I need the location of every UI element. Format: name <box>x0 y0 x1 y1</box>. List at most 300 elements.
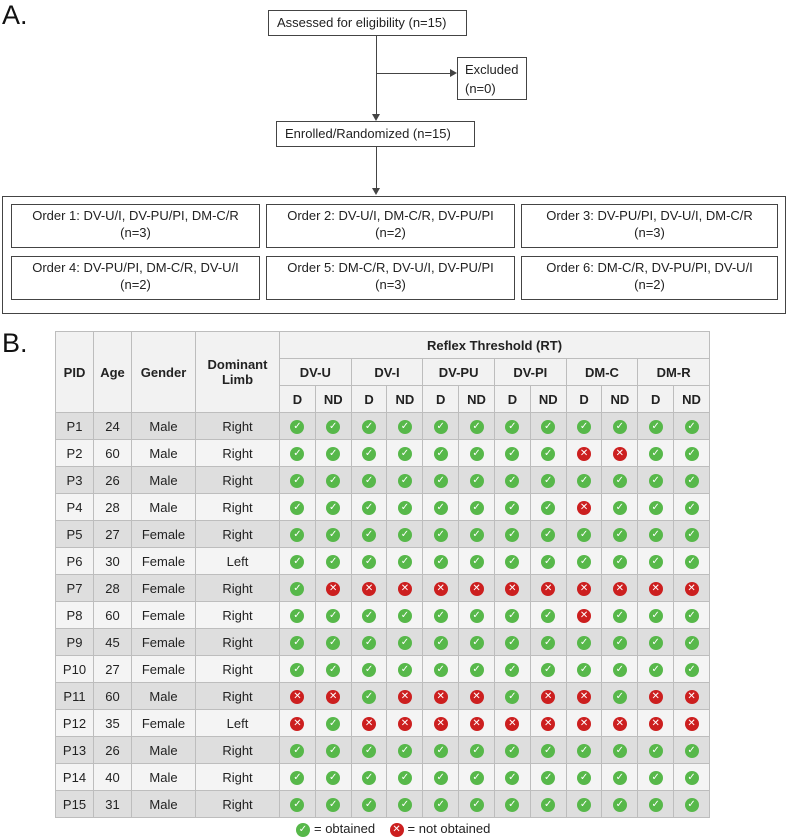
header-group-dv-u: DV-U <box>280 359 352 386</box>
cell-rt <box>351 629 387 656</box>
check-circle-icon: ✓ <box>577 636 591 650</box>
cell-rt <box>494 413 530 440</box>
cell-rt <box>638 602 674 629</box>
check-circle-icon: ✓ <box>434 771 448 785</box>
cell-gender: Male <box>132 440 196 467</box>
cell-rt <box>423 683 459 710</box>
check-circle-icon: ✓ <box>362 744 376 758</box>
header-group-dm-r: DM-R <box>638 359 710 386</box>
cell-rt <box>423 521 459 548</box>
cell-rt <box>280 737 316 764</box>
order-box-6 <box>521 256 778 300</box>
x-circle-icon: ✕ <box>470 582 484 596</box>
check-circle-icon: ✓ <box>613 798 627 812</box>
cell-rt <box>387 440 423 467</box>
cell-limb: Right <box>196 656 280 683</box>
check-circle-icon: ✓ <box>398 528 412 542</box>
cell-rt <box>638 710 674 737</box>
cell-rt <box>530 548 566 575</box>
check-circle-icon: ✓ <box>326 717 340 731</box>
check-circle-icon: ✓ <box>290 420 304 434</box>
x-circle-icon: ✕ <box>649 582 663 596</box>
cell-rt <box>638 575 674 602</box>
cell-rt <box>351 494 387 521</box>
cell-rt <box>494 602 530 629</box>
cell-pid: P7 <box>56 575 94 602</box>
cell-rt <box>315 710 351 737</box>
check-circle-icon: ✓ <box>290 528 304 542</box>
cell-rt <box>280 683 316 710</box>
cell-rt <box>494 548 530 575</box>
check-circle-icon: ✓ <box>685 447 699 461</box>
order-1-count: (n=3) <box>120 225 151 240</box>
header-sub-dm-c-d: D <box>566 386 602 413</box>
cell-rt <box>494 440 530 467</box>
cell-gender: Female <box>132 575 196 602</box>
cell-rt <box>387 710 423 737</box>
cell-gender: Male <box>132 737 196 764</box>
check-circle-icon: ✓ <box>326 663 340 677</box>
check-circle-icon: ✓ <box>362 555 376 569</box>
cell-rt <box>602 521 638 548</box>
check-circle-icon: ✓ <box>362 501 376 515</box>
header-group-dv-i: DV-I <box>351 359 423 386</box>
check-circle-icon: ✓ <box>398 798 412 812</box>
check-circle-icon: ✓ <box>326 609 340 623</box>
cell-rt <box>459 548 495 575</box>
check-circle-icon: ✓ <box>685 636 699 650</box>
check-circle-icon: ✓ <box>541 771 555 785</box>
check-circle-icon: ✓ <box>470 636 484 650</box>
cell-rt <box>387 548 423 575</box>
cell-rt <box>280 521 316 548</box>
x-circle-icon: ✕ <box>290 717 304 731</box>
cell-rt <box>494 791 530 818</box>
x-circle-icon: ✕ <box>434 582 448 596</box>
legend <box>296 821 490 837</box>
check-circle-icon: ✓ <box>577 771 591 785</box>
cell-rt <box>530 791 566 818</box>
cell-rt <box>602 764 638 791</box>
cell-rt <box>387 791 423 818</box>
cell-gender: Female <box>132 710 196 737</box>
cell-rt <box>566 494 602 521</box>
cell-limb: Right <box>196 602 280 629</box>
check-circle-icon: ✓ <box>398 555 412 569</box>
cell-rt <box>459 710 495 737</box>
cell-rt <box>674 548 710 575</box>
cell-pid: P4 <box>56 494 94 521</box>
cell-age: 28 <box>94 494 132 521</box>
cell-rt <box>351 413 387 440</box>
x-circle-icon: ✕ <box>326 582 340 596</box>
cell-rt <box>566 467 602 494</box>
check-circle-icon: ✓ <box>362 474 376 488</box>
check-circle-icon: ✓ <box>434 663 448 677</box>
cell-rt <box>602 440 638 467</box>
check-circle-icon: ✓ <box>685 663 699 677</box>
header-reflex-threshold: Reflex Threshold (RT) <box>280 332 710 359</box>
cell-rt <box>387 521 423 548</box>
header-gender: Gender <box>132 332 196 413</box>
cell-rt <box>638 521 674 548</box>
excluded-box <box>457 57 527 100</box>
cell-limb: Right <box>196 440 280 467</box>
check-circle-icon: ✓ <box>685 744 699 758</box>
cell-gender: Female <box>132 656 196 683</box>
cell-rt <box>459 413 495 440</box>
check-circle-icon: ✓ <box>362 663 376 677</box>
header-sub-dv-pu-nd: ND <box>459 386 495 413</box>
cell-pid: P12 <box>56 710 94 737</box>
cell-rt <box>566 629 602 656</box>
check-circle-icon: ✓ <box>613 501 627 515</box>
cell-rt <box>494 656 530 683</box>
x-circle-icon: ✕ <box>505 717 519 731</box>
check-circle-icon: ✓ <box>577 420 591 434</box>
check-circle-icon: ✓ <box>362 528 376 542</box>
check-circle-icon: ✓ <box>505 663 519 677</box>
cell-rt <box>530 737 566 764</box>
check-circle-icon: ✓ <box>685 420 699 434</box>
check-circle-icon: ✓ <box>505 528 519 542</box>
cell-rt <box>423 467 459 494</box>
check-circle-icon: ✓ <box>362 798 376 812</box>
cell-rt <box>315 683 351 710</box>
header-sub-dv-u-nd: ND <box>315 386 351 413</box>
cell-rt <box>674 683 710 710</box>
check-circle-icon: ✓ <box>470 609 484 623</box>
cell-rt <box>280 548 316 575</box>
header-sub-dv-pi-nd: ND <box>530 386 566 413</box>
order-6-label: Order 6: DM-C/R, DV-PU/PI, DV-U/I <box>546 260 753 275</box>
cell-rt <box>530 413 566 440</box>
cell-rt <box>423 548 459 575</box>
cell-rt <box>674 440 710 467</box>
header-pid: PID <box>56 332 94 413</box>
check-circle-icon: ✓ <box>649 771 663 785</box>
cell-rt <box>638 764 674 791</box>
cell-rt <box>459 521 495 548</box>
check-circle-icon: ✓ <box>470 501 484 515</box>
cell-rt <box>602 575 638 602</box>
check-circle-icon: ✓ <box>290 474 304 488</box>
panel-b-label: B. <box>2 328 28 358</box>
cell-gender: Female <box>132 521 196 548</box>
check-circle-icon: ✓ <box>290 555 304 569</box>
cell-age: 40 <box>94 764 132 791</box>
check-circle-icon: ✓ <box>577 474 591 488</box>
check-circle-icon: ✓ <box>577 744 591 758</box>
cell-rt <box>638 467 674 494</box>
cell-limb: Right <box>196 629 280 656</box>
check-circle-icon: ✓ <box>505 555 519 569</box>
cell-rt <box>315 467 351 494</box>
header-group-dv-pu: DV-PU <box>423 359 495 386</box>
cell-rt <box>280 467 316 494</box>
cell-rt <box>638 791 674 818</box>
check-circle-icon: ✓ <box>649 663 663 677</box>
cell-rt <box>566 791 602 818</box>
cell-gender: Female <box>132 629 196 656</box>
cell-rt <box>674 494 710 521</box>
cell-gender: Male <box>132 791 196 818</box>
check-circle-icon: ✓ <box>505 636 519 650</box>
check-circle-icon: ✓ <box>326 447 340 461</box>
cell-rt <box>494 467 530 494</box>
header-sub-dv-i-d: D <box>351 386 387 413</box>
check-circle-icon: ✓ <box>290 744 304 758</box>
check-circle-icon: ✓ <box>541 744 555 758</box>
cell-age: 28 <box>94 575 132 602</box>
cell-age: 31 <box>94 791 132 818</box>
cell-rt <box>602 710 638 737</box>
check-circle-icon: ✓ <box>505 501 519 515</box>
cell-rt <box>315 629 351 656</box>
order-1-label: Order 1: DV-U/I, DV-PU/PI, DM-C/R <box>32 208 239 223</box>
check-circle-icon: ✓ <box>290 501 304 515</box>
check-circle-icon: ✓ <box>541 474 555 488</box>
check-circle-icon: ✓ <box>649 636 663 650</box>
check-circle-icon: ✓ <box>398 420 412 434</box>
check-circle-icon: ✓ <box>505 798 519 812</box>
x-circle-icon: ✕ <box>398 690 412 704</box>
check-circle-icon: ✓ <box>505 771 519 785</box>
check-circle-icon: ✓ <box>649 744 663 758</box>
cell-pid: P15 <box>56 791 94 818</box>
check-circle-icon: ✓ <box>613 609 627 623</box>
x-circle-icon: ✕ <box>470 690 484 704</box>
cell-rt <box>602 467 638 494</box>
check-circle-icon: ✓ <box>296 823 310 837</box>
cell-rt <box>674 521 710 548</box>
cell-limb: Right <box>196 521 280 548</box>
x-circle-icon: ✕ <box>398 582 412 596</box>
check-circle-icon: ✓ <box>362 609 376 623</box>
check-circle-icon: ✓ <box>434 609 448 623</box>
cell-rt <box>494 521 530 548</box>
cell-rt <box>423 710 459 737</box>
cell-rt <box>351 683 387 710</box>
x-circle-icon: ✕ <box>434 690 448 704</box>
x-circle-icon: ✕ <box>326 690 340 704</box>
check-circle-icon: ✓ <box>541 609 555 623</box>
x-circle-icon: ✕ <box>685 582 699 596</box>
cell-rt <box>566 602 602 629</box>
cell-rt <box>351 656 387 683</box>
cell-pid: P9 <box>56 629 94 656</box>
cell-gender: Male <box>132 764 196 791</box>
check-circle-icon: ✓ <box>326 555 340 569</box>
cell-rt <box>638 413 674 440</box>
check-circle-icon: ✓ <box>290 798 304 812</box>
cell-pid: P1 <box>56 413 94 440</box>
check-circle-icon: ✓ <box>326 744 340 758</box>
cell-limb: Right <box>196 413 280 440</box>
cell-rt <box>459 764 495 791</box>
check-circle-icon: ✓ <box>685 474 699 488</box>
check-circle-icon: ✓ <box>434 474 448 488</box>
cell-rt <box>315 440 351 467</box>
cell-rt <box>280 629 316 656</box>
x-circle-icon: ✕ <box>398 717 412 731</box>
cell-limb: Left <box>196 548 280 575</box>
cell-rt <box>459 683 495 710</box>
check-circle-icon: ✓ <box>398 609 412 623</box>
legend-not-obtained-label: = not obtained <box>407 821 491 836</box>
cell-rt <box>566 710 602 737</box>
check-circle-icon: ✓ <box>505 474 519 488</box>
check-circle-icon: ✓ <box>541 447 555 461</box>
check-circle-icon: ✓ <box>470 663 484 677</box>
check-circle-icon: ✓ <box>290 771 304 785</box>
cell-rt <box>315 737 351 764</box>
cell-rt <box>530 467 566 494</box>
check-circle-icon: ✓ <box>470 474 484 488</box>
cell-rt <box>351 710 387 737</box>
check-circle-icon: ✓ <box>470 771 484 785</box>
check-circle-icon: ✓ <box>470 420 484 434</box>
check-circle-icon: ✓ <box>649 501 663 515</box>
cell-rt <box>280 575 316 602</box>
cell-rt <box>351 737 387 764</box>
check-circle-icon: ✓ <box>326 798 340 812</box>
cell-limb: Right <box>196 791 280 818</box>
check-circle-icon: ✓ <box>326 474 340 488</box>
cell-rt <box>423 602 459 629</box>
cell-rt <box>602 791 638 818</box>
cell-age: 60 <box>94 683 132 710</box>
check-circle-icon: ✓ <box>434 447 448 461</box>
check-circle-icon: ✓ <box>685 555 699 569</box>
table-header-row-1 <box>56 332 710 359</box>
header-sub-dm-r-nd: ND <box>674 386 710 413</box>
cell-rt <box>602 548 638 575</box>
x-circle-icon: ✕ <box>434 717 448 731</box>
cell-rt <box>566 440 602 467</box>
cell-rt <box>459 737 495 764</box>
order-box-1 <box>11 204 260 248</box>
cell-rt <box>494 683 530 710</box>
check-circle-icon: ✓ <box>434 501 448 515</box>
cell-rt <box>674 737 710 764</box>
check-circle-icon: ✓ <box>649 609 663 623</box>
cell-rt <box>423 737 459 764</box>
cell-rt <box>315 548 351 575</box>
cell-limb: Right <box>196 737 280 764</box>
cell-rt <box>638 737 674 764</box>
cell-rt <box>387 629 423 656</box>
check-circle-icon: ✓ <box>362 690 376 704</box>
header-group-dm-c: DM-C <box>566 359 638 386</box>
legend-obtained-label: = obtained <box>314 821 376 836</box>
order-box-4 <box>11 256 260 300</box>
check-circle-icon: ✓ <box>434 798 448 812</box>
x-circle-icon: ✕ <box>577 609 591 623</box>
check-circle-icon: ✓ <box>685 501 699 515</box>
cell-rt <box>280 764 316 791</box>
cell-rt <box>530 521 566 548</box>
cell-gender: Male <box>132 467 196 494</box>
check-circle-icon: ✓ <box>649 798 663 812</box>
table-row <box>56 413 710 440</box>
cell-rt <box>315 602 351 629</box>
cell-limb: Right <box>196 683 280 710</box>
cell-rt <box>459 791 495 818</box>
order-4-label: Order 4: DV-PU/PI, DM-C/R, DV-U/I <box>32 260 239 275</box>
cell-rt <box>530 440 566 467</box>
cell-limb: Right <box>196 494 280 521</box>
table-row <box>56 791 710 818</box>
cell-rt <box>602 656 638 683</box>
check-circle-icon: ✓ <box>649 555 663 569</box>
table-row <box>56 521 710 548</box>
cell-age: 27 <box>94 521 132 548</box>
check-circle-icon: ✓ <box>290 663 304 677</box>
cell-rt <box>566 737 602 764</box>
check-circle-icon: ✓ <box>470 447 484 461</box>
check-circle-icon: ✓ <box>577 555 591 569</box>
cell-rt <box>280 602 316 629</box>
check-circle-icon: ✓ <box>434 744 448 758</box>
table-row <box>56 710 710 737</box>
reflex-threshold-table <box>55 331 710 818</box>
connector-to-excluded <box>376 73 451 74</box>
check-circle-icon: ✓ <box>613 528 627 542</box>
check-circle-icon: ✓ <box>290 609 304 623</box>
x-circle-icon: ✕ <box>362 717 376 731</box>
table-row <box>56 467 710 494</box>
cell-rt <box>638 494 674 521</box>
cell-pid: P11 <box>56 683 94 710</box>
check-circle-icon: ✓ <box>362 447 376 461</box>
cell-rt <box>280 791 316 818</box>
cell-rt <box>494 629 530 656</box>
x-circle-icon: ✕ <box>649 717 663 731</box>
x-circle-icon: ✕ <box>470 717 484 731</box>
x-circle-icon: ✕ <box>613 447 627 461</box>
order-5-label: Order 5: DM-C/R, DV-U/I, DV-PU/PI <box>287 260 494 275</box>
order-3-label: Order 3: DV-PU/PI, DV-U/I, DM-C/R <box>546 208 753 223</box>
x-circle-icon: ✕ <box>649 690 663 704</box>
check-circle-icon: ✓ <box>434 636 448 650</box>
cell-pid: P10 <box>56 656 94 683</box>
x-circle-icon: ✕ <box>577 582 591 596</box>
cell-rt <box>674 602 710 629</box>
x-circle-icon: ✕ <box>541 717 555 731</box>
check-circle-icon: ✓ <box>470 528 484 542</box>
cell-age: 60 <box>94 602 132 629</box>
cell-rt <box>423 791 459 818</box>
cell-rt <box>423 629 459 656</box>
connector-assessed-enrolled <box>376 36 377 115</box>
cell-limb: Right <box>196 575 280 602</box>
check-circle-icon: ✓ <box>398 447 412 461</box>
cell-age: 45 <box>94 629 132 656</box>
check-circle-icon: ✓ <box>541 555 555 569</box>
cell-rt <box>351 764 387 791</box>
check-circle-icon: ✓ <box>290 447 304 461</box>
check-circle-icon: ✓ <box>577 663 591 677</box>
table-row <box>56 494 710 521</box>
cell-pid: P14 <box>56 764 94 791</box>
cell-gender: Female <box>132 602 196 629</box>
order-5-count: (n=3) <box>375 277 406 292</box>
check-circle-icon: ✓ <box>685 528 699 542</box>
header-sub-dv-u-d: D <box>280 386 316 413</box>
cell-rt <box>387 764 423 791</box>
cell-rt <box>530 494 566 521</box>
